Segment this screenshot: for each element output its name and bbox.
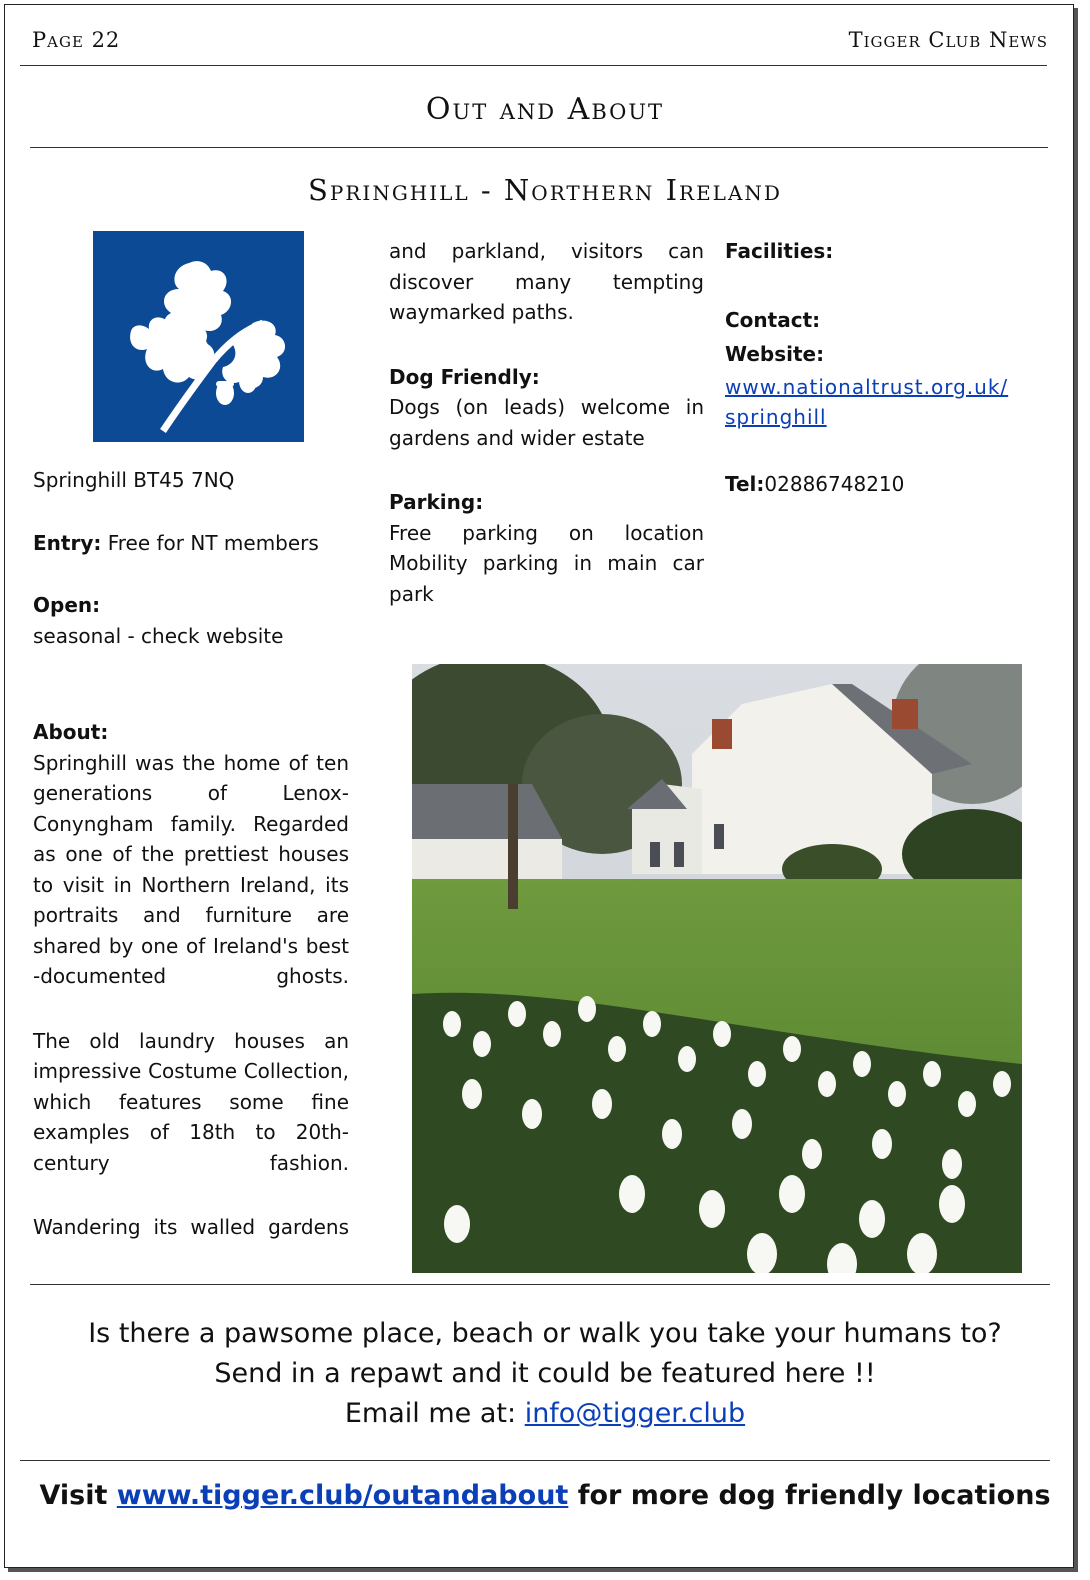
about-continued: and parkland, visitors can discover many tempting waymarked paths. bbox=[389, 239, 704, 324]
about-paragraph-1: Springhill was the home of ten generations of Lenox-Conyngham family. Regarded as one of the prettiest houses to visit in Northern Ireland, its portraits and furniture are shared by one of Ireland's best -documented ghosts. bbox=[33, 750, 349, 988]
header-rule bbox=[20, 65, 1047, 66]
submission-call-to-action bbox=[0, 1314, 1090, 1434]
footer-line-1: Is there a pawsome place, beach or walk you take your humans to? bbox=[88, 1318, 1002, 1349]
entry-line bbox=[33, 528, 349, 559]
visit-line bbox=[0, 1480, 1090, 1511]
section-title: Out and About bbox=[425, 92, 665, 127]
middle-column bbox=[389, 236, 704, 609]
national-trust-oak-leaf-icon bbox=[93, 231, 304, 442]
springhill-house-photo bbox=[412, 664, 1022, 1273]
entry-label: Entry: bbox=[33, 530, 102, 555]
open-value: seasonal - check website bbox=[33, 623, 284, 648]
dog-friendly-label: Dog Friendly: bbox=[389, 364, 540, 389]
parking-label: Parking: bbox=[389, 490, 484, 514]
parking-line-2: Mobility parking in main car park bbox=[389, 551, 704, 606]
about-text bbox=[33, 748, 349, 1243]
publication-name: Tigger Club News bbox=[848, 28, 1048, 52]
tel-label: Tel: bbox=[725, 471, 765, 496]
about-label: About: bbox=[33, 720, 109, 744]
open-label: Open: bbox=[33, 593, 101, 617]
address: Springhill BT45 7NQ bbox=[33, 468, 235, 492]
article-title: Springhill - Northern Ireland bbox=[308, 173, 782, 207]
parking-line-1: Free parking on location bbox=[389, 520, 704, 545]
visit-prefix: Visit bbox=[39, 1480, 117, 1511]
visit-suffix: for more dog friendly locations bbox=[568, 1480, 1051, 1511]
about-paragraph-3: Wandering its walled gardens bbox=[33, 1215, 349, 1239]
tel-value: 02886748210 bbox=[764, 471, 905, 496]
entry-value: Free for NT members bbox=[107, 530, 319, 555]
tel-line bbox=[725, 469, 1045, 500]
footer-rule-bottom bbox=[20, 1460, 1050, 1461]
about-paragraph-2: The old laundry houses an impressive Costume Collection, which features some fine examples of 18th to 20th-century fashion. bbox=[33, 1028, 349, 1175]
contact-label: Contact: bbox=[725, 307, 821, 332]
website-link[interactable]: www.nationaltrust.org.uk/ bbox=[725, 374, 1009, 399]
right-column bbox=[725, 236, 1045, 499]
website-label: Website: bbox=[725, 342, 825, 366]
section-rule bbox=[30, 147, 1048, 148]
outandabout-link[interactable]: www.tigger.club/outandabout bbox=[116, 1480, 569, 1511]
page-number: Page 22 bbox=[32, 28, 121, 52]
footer-rule-top bbox=[30, 1284, 1050, 1285]
email-prefix: Email me at: bbox=[344, 1398, 525, 1429]
website-link-continued[interactable]: springhill bbox=[725, 405, 827, 429]
email-link[interactable]: info@tigger.club bbox=[524, 1398, 746, 1429]
left-column bbox=[33, 465, 349, 1243]
footer-line-2: Send in a repawt and it could be featured here !! bbox=[214, 1358, 876, 1389]
footer-email-line bbox=[0, 1394, 1090, 1434]
facilities-label: Facilities: bbox=[725, 239, 834, 263]
dog-friendly-value: Dogs (on leads) welcome in gardens and wider estate bbox=[389, 395, 704, 450]
